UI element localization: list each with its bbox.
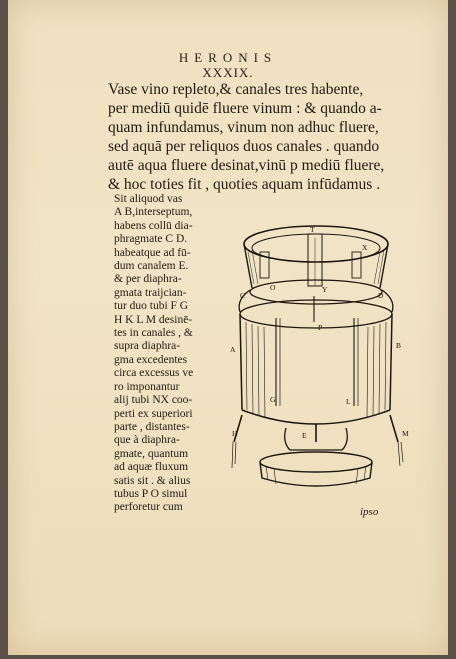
label-L: L xyxy=(346,397,351,406)
label-D: D xyxy=(378,291,384,300)
label-T: T xyxy=(310,225,315,234)
tube-X-cover xyxy=(352,252,361,278)
text-line: habeatque ad fū- xyxy=(114,246,191,259)
text-line: A B,interseptum, xyxy=(114,206,193,219)
pedestal-base xyxy=(260,452,372,472)
liquid-drips xyxy=(232,442,403,468)
vessel-woodcut-figure xyxy=(230,210,416,510)
text-line: sed aquā per reliquos duos canales . quando xyxy=(108,138,380,155)
text-line: gmate, quantum xyxy=(114,447,189,460)
text-line: phragmate C D. xyxy=(114,233,188,246)
text-line: gmata traijcian- xyxy=(114,286,187,299)
text-line: alij tubi NX coo- xyxy=(114,394,193,407)
body-bottom xyxy=(242,410,390,424)
text-line: circa excessus ve xyxy=(114,367,194,380)
label-Y: Y xyxy=(322,285,328,294)
body-hatching xyxy=(246,322,386,418)
text-line: tes in canales , & xyxy=(114,327,193,340)
book-page xyxy=(8,0,448,655)
text-line: & hoc toties fit , quoties aquam infūdamus . xyxy=(108,176,381,193)
text-line: dum canalem E. xyxy=(114,260,189,273)
text-line: satis sit . & alius xyxy=(114,474,191,487)
text-line: supra diaphra- xyxy=(114,340,181,353)
label-P: P xyxy=(318,323,323,332)
text-line: tur duo tubi F G xyxy=(114,300,189,313)
label-E: E xyxy=(302,431,307,440)
pedestal-foot xyxy=(260,462,372,486)
running-head: HERONIS xyxy=(178,50,278,65)
vessel-shoulder xyxy=(239,290,393,312)
text-line: tubus P O simul xyxy=(114,487,188,500)
catchword: ipso xyxy=(360,506,379,518)
text-line: perti ex superiori xyxy=(114,407,193,420)
chapter-number: XXXIX. xyxy=(202,65,254,80)
text-line: & per diaphra- xyxy=(114,273,182,286)
label-G: G xyxy=(270,395,276,404)
label-H: H xyxy=(232,429,238,438)
pedestal-hatching xyxy=(266,466,366,484)
label-X: X xyxy=(362,243,368,252)
narrow-text-column xyxy=(114,193,224,515)
text-line: que à diaphra- xyxy=(114,434,180,447)
neck-hatching xyxy=(248,250,384,284)
label-B: B xyxy=(396,341,402,350)
text-line: Sit aliquod vas xyxy=(114,193,183,205)
text-line: ad aquæ fluxum xyxy=(114,461,189,474)
text-line: autē aqua fluere desinat,vinū p mediū fluere, xyxy=(108,157,385,174)
label-O: O xyxy=(270,283,276,292)
text-line: Vase vino repleto,& canales tres habente, xyxy=(108,81,364,98)
text-line: quam infundamus, vinum non adhuc fluere, xyxy=(108,119,379,136)
text-line: habens collū dia- xyxy=(114,219,193,232)
text-line: ro imponantur xyxy=(114,380,180,393)
text-line: parte , distantes- xyxy=(114,420,190,433)
label-A: A xyxy=(230,345,236,354)
text-line: perforetur cum xyxy=(114,501,183,514)
text-line: per mediū quidē fluere vinum : & quando a- xyxy=(108,100,382,117)
label-C: C xyxy=(240,291,246,300)
text-line: gma excedentes xyxy=(114,353,188,366)
label-M: M xyxy=(402,429,409,438)
full-width-text xyxy=(108,80,418,194)
text-line: H K L M desinē- xyxy=(114,313,193,326)
